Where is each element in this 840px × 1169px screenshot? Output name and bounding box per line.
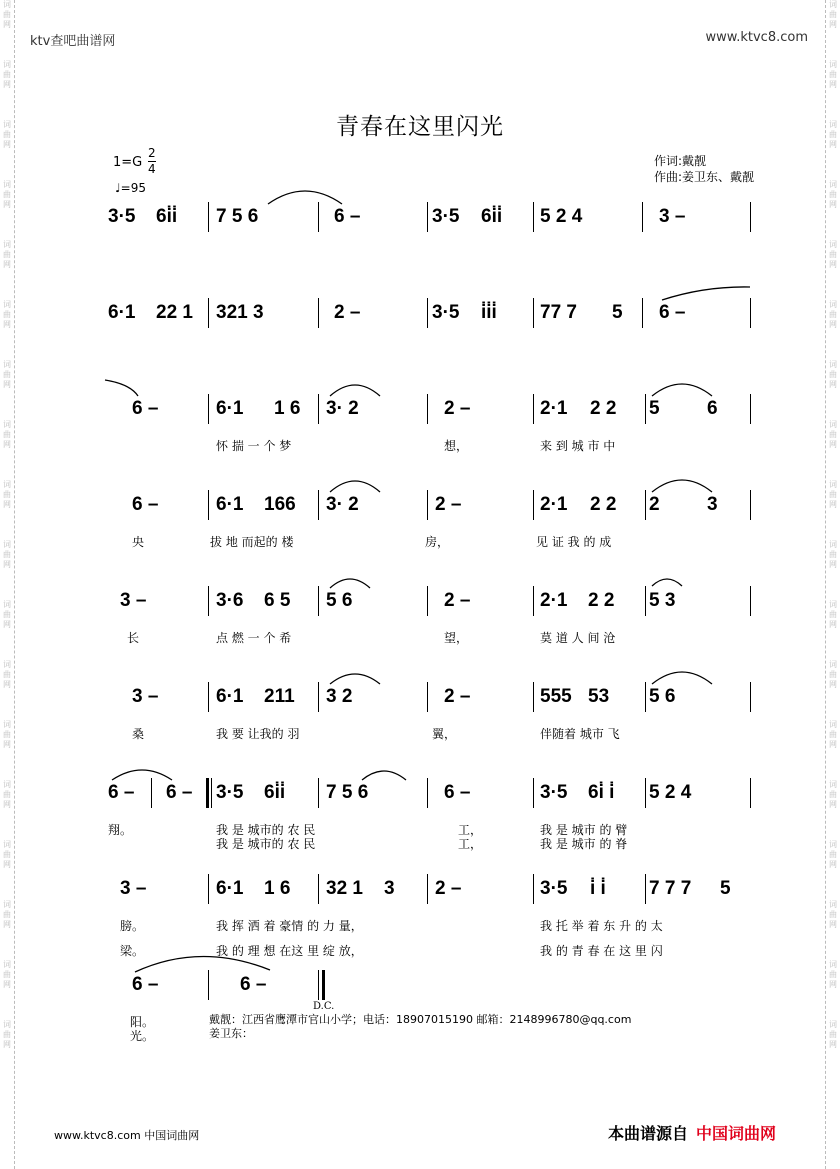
watermark-glyph: 词 [3, 1020, 11, 1029]
watermark-glyph: 曲 [3, 610, 11, 619]
note-group: 2 – [444, 590, 471, 611]
footer-site[interactable]: www.ktvc8.com 中国词曲网 [54, 1129, 200, 1142]
note-group: 2 2 [588, 590, 615, 611]
watermark-glyph: 词 [829, 480, 837, 489]
watermark-glyph: 曲 [829, 910, 837, 919]
watermark-glyph: 网 [829, 320, 837, 329]
lyric-line: 我 的 理 想 在这 里 绽 放， [216, 944, 363, 958]
watermark-glyph: 网 [3, 860, 11, 869]
watermark-glyph: 曲 [3, 730, 11, 739]
note-group: 6 – [132, 974, 159, 995]
watermark-glyph: 曲 [829, 130, 837, 139]
note-group: 6·1 [216, 878, 244, 899]
lyric-line: 来 到 城 市 中 [540, 439, 616, 453]
note-group: 5 [612, 302, 623, 323]
note-group: 6 [707, 398, 718, 419]
note-group: 22 1 [156, 302, 193, 323]
watermark-glyph: 网 [829, 620, 837, 629]
lyric-line: 工， [458, 837, 483, 851]
note-group: 6·1 [216, 398, 244, 419]
slur [652, 672, 712, 684]
slur [268, 191, 342, 204]
watermark-glyph: 曲 [3, 1030, 11, 1039]
watermark-glyph: 词 [3, 660, 11, 669]
tempo-marking: ♩=95 [115, 181, 146, 195]
note-group: 3·5 [540, 878, 568, 899]
footer-brand-link[interactable]: 中国词曲网 [696, 1124, 777, 1143]
watermark-glyph: 词 [3, 780, 11, 789]
footer-source [608, 1121, 776, 1144]
watermark-glyph: 词 [3, 60, 11, 69]
note-group: 5 [720, 878, 731, 899]
note-group: 1 6 [274, 398, 301, 419]
slur [362, 771, 406, 780]
watermark-glyph: 词 [829, 180, 837, 189]
watermark-glyph: 词 [3, 240, 11, 249]
note-group: 3 [384, 878, 395, 899]
contact-line: 姜卫东： [209, 1027, 253, 1040]
note-group: 5 [649, 398, 660, 419]
watermark-glyph: 词 [829, 360, 837, 369]
note-group: 1 6 [264, 878, 291, 899]
watermark-glyph: 曲 [829, 250, 837, 259]
lyric-line: 见 证 我 的 成 [536, 535, 612, 549]
watermark-glyph: 词 [829, 240, 837, 249]
note-group: 2 – [444, 686, 471, 707]
watermark-glyph: 网 [829, 140, 837, 149]
note-group: 2 [649, 494, 660, 515]
note-group: 6 – [444, 782, 471, 803]
watermark-glyph: 网 [3, 1040, 11, 1049]
lyric-line: 我 是 城市 的 脊 [540, 837, 628, 851]
watermark-glyph: 词 [829, 420, 837, 429]
note-group: 3 [707, 494, 718, 515]
slur [662, 287, 750, 300]
time-sig-bottom: 4 [148, 162, 156, 176]
note-group: 3·5 [432, 206, 460, 227]
watermark-glyph: 词 [3, 120, 11, 129]
watermark-glyph: 网 [829, 560, 837, 569]
watermark-glyph: 网 [3, 20, 11, 29]
watermark-glyph: 词 [829, 720, 837, 729]
lyric-line: 点 燃 一 个 希 [216, 631, 292, 645]
slur [330, 579, 370, 588]
watermark-glyph: 曲 [829, 550, 837, 559]
lyric-line: 长 [127, 631, 140, 645]
watermark-glyph: 词 [3, 960, 11, 969]
watermark-glyph: 网 [3, 500, 11, 509]
note-group: 6i̇i̇ [156, 206, 178, 227]
note-group: 2 2 [590, 398, 617, 419]
slur [652, 579, 682, 586]
note-group: 3 – [659, 206, 686, 227]
lyricist-credit: 作词:戴靓 [654, 154, 707, 168]
watermark-glyph: 网 [829, 1040, 837, 1049]
watermark-glyph: 网 [3, 800, 11, 809]
watermark-glyph: 词 [829, 660, 837, 669]
lyric-line: 我 的 青 春 在 这 里 闪 [540, 944, 663, 958]
watermark-glyph: 曲 [3, 370, 11, 379]
watermark-glyph: 词 [829, 840, 837, 849]
note-group: 6 – [334, 206, 361, 227]
watermark-glyph: 曲 [829, 190, 837, 199]
note-group: i̇ i̇ [590, 878, 606, 899]
watermark-glyph: 曲 [3, 550, 11, 559]
watermark-glyph: 网 [829, 980, 837, 989]
note-group: 6 – [132, 398, 159, 419]
watermark-glyph: 词 [829, 1020, 837, 1029]
slur [652, 480, 712, 492]
watermark-glyph: 词 [3, 840, 11, 849]
lyric-line: 伴随着 城市 飞 [540, 727, 620, 741]
watermark-glyph: 曲 [3, 190, 11, 199]
note-group: 6·1 [216, 494, 244, 515]
watermark-glyph: 网 [829, 200, 837, 209]
slur [330, 481, 380, 492]
watermark-glyph: 网 [829, 680, 837, 689]
watermark-glyph: 曲 [829, 70, 837, 79]
note-group: 6 – [108, 782, 135, 803]
watermark-glyph: 网 [829, 380, 837, 389]
lyric-line: 桑 [132, 727, 145, 741]
note-group: 2 – [435, 494, 462, 515]
watermark-glyph: 曲 [3, 310, 11, 319]
watermark-glyph: 网 [829, 440, 837, 449]
note-group: 6·1 [108, 302, 136, 323]
note-group: 6 – [659, 302, 686, 323]
watermark-glyph: 网 [3, 740, 11, 749]
lyric-line: 翔。 [108, 823, 133, 837]
lyric-line: 房， [425, 535, 450, 549]
watermark-glyph: 曲 [3, 130, 11, 139]
watermark-glyph: 曲 [3, 850, 11, 859]
key-signature: 1=G [113, 155, 143, 170]
watermark-glyph: 网 [3, 920, 11, 929]
watermark-glyph: 网 [3, 440, 11, 449]
watermark-glyph: 曲 [3, 910, 11, 919]
watermark-glyph: 词 [3, 420, 11, 429]
watermark-glyph: 曲 [829, 970, 837, 979]
note-group: 5 2 4 [540, 206, 583, 227]
watermark-glyph: 曲 [3, 490, 11, 499]
watermark-glyph: 网 [3, 620, 11, 629]
note-group: 3·5 [108, 206, 136, 227]
lyric-line: 我 是 城市的 农 民 [216, 837, 316, 851]
watermark-glyph: 曲 [829, 790, 837, 799]
watermark-glyph: 词 [829, 900, 837, 909]
note-group: 32 1 [326, 878, 363, 899]
note-group: 3·6 [216, 590, 244, 611]
lyric-line: 梁。 [120, 944, 145, 958]
watermark-glyph: 曲 [829, 670, 837, 679]
watermark-glyph: 网 [829, 740, 837, 749]
watermark-glyph: 曲 [829, 430, 837, 439]
header-site-url[interactable]: www.ktvc8.com [705, 30, 808, 45]
watermark-glyph: 词 [3, 180, 11, 189]
watermark-glyph: 词 [3, 600, 11, 609]
watermark-glyph: 曲 [3, 250, 11, 259]
watermark-glyph: 网 [3, 260, 11, 269]
watermark-glyph: 曲 [829, 850, 837, 859]
watermark-glyph: 曲 [3, 790, 11, 799]
lyric-line: 翼， [432, 727, 457, 741]
watermark-glyph: 网 [3, 140, 11, 149]
note-group: 2 – [435, 878, 462, 899]
watermark-glyph: 词 [3, 300, 11, 309]
note-group: 555 [540, 686, 572, 707]
slur [330, 674, 380, 684]
note-group: 77 7 [540, 302, 577, 323]
lyric-line: 我 挥 洒 着 豪情 的 力 量， [216, 919, 363, 933]
lyric-line: 我 要 让我的 羽 [216, 727, 300, 741]
watermark-glyph: 网 [829, 860, 837, 869]
watermark-glyph: 词 [3, 480, 11, 489]
watermark-glyph: 网 [3, 680, 11, 689]
watermark-glyph: 网 [829, 500, 837, 509]
note-group: 6·1 [216, 686, 244, 707]
footer-source-label: 本曲谱源自 [608, 1124, 689, 1143]
note-group: 5 3 [649, 590, 676, 611]
watermark-glyph: 曲 [829, 610, 837, 619]
contact-line: 戴靓：江西省鹰潭市官山小学；电话：18907015190 邮箱：2148996780@qq.com [209, 1013, 632, 1026]
note-group: 6i̇i̇ [481, 206, 503, 227]
watermark-glyph: 词 [829, 0, 837, 9]
watermark-glyph: 网 [3, 980, 11, 989]
watermark-glyph: 曲 [829, 490, 837, 499]
watermark-glyph: 词 [829, 780, 837, 789]
note-group: 2·1 [540, 590, 568, 611]
watermark-glyph: 词 [829, 600, 837, 609]
note-group: 3 – [120, 590, 147, 611]
note-group: 2·1 [540, 494, 568, 515]
watermark-glyph: 曲 [3, 670, 11, 679]
watermark-glyph: 词 [3, 0, 11, 9]
watermark-glyph: 网 [829, 80, 837, 89]
watermark-glyph: 词 [829, 120, 837, 129]
note-group: 166 [264, 494, 296, 515]
note-group: 2 – [334, 302, 361, 323]
watermark-glyph: 词 [829, 300, 837, 309]
watermark-glyph: 曲 [829, 370, 837, 379]
note-group: 6i̇ i̇ [588, 782, 615, 803]
note-group: 3 2 [326, 686, 353, 707]
lyric-line: 拔 地 而起的 楼 [210, 535, 294, 549]
note-group: 2 – [444, 398, 471, 419]
da-capo-mark: D.C. [313, 1001, 335, 1012]
note-group: 2 2 [590, 494, 617, 515]
watermark-glyph: 词 [3, 720, 11, 729]
slur [105, 380, 138, 396]
watermark-glyph: 曲 [829, 310, 837, 319]
watermark-glyph: 词 [3, 900, 11, 909]
note-group: 211 [264, 686, 295, 707]
note-group: 3·5 [432, 302, 460, 323]
watermark-glyph: 曲 [3, 70, 11, 79]
watermark-glyph: 网 [3, 320, 11, 329]
header-site-name[interactable]: ktv查吧曲谱网 [30, 34, 116, 49]
watermark-glyph: 网 [3, 200, 11, 209]
watermark-glyph: 词 [3, 360, 11, 369]
watermark-glyph: 词 [3, 540, 11, 549]
slur [112, 770, 172, 780]
note-group: 3·5 [216, 782, 244, 803]
watermark-glyph: 词 [829, 960, 837, 969]
watermark-glyph: 词 [829, 60, 837, 69]
lyric-line: 我 是 城市的 农 民 [216, 823, 316, 837]
watermark-glyph: 网 [829, 920, 837, 929]
watermark-glyph: 网 [3, 560, 11, 569]
note-group: 6 – [166, 782, 193, 803]
note-group: i̇i̇i̇ [481, 302, 497, 323]
watermark-glyph: 网 [829, 260, 837, 269]
slur [330, 385, 380, 396]
note-group: 321 3 [216, 302, 264, 323]
lyric-line: 光。 [130, 1029, 155, 1043]
lyric-line: 央 [132, 535, 145, 549]
watermark-glyph: 词 [829, 540, 837, 549]
lyric-line: 膀。 [120, 919, 145, 933]
watermark-glyph: 网 [3, 380, 11, 389]
song-title: 青春在这里闪光 [336, 114, 504, 140]
watermark-glyph: 曲 [829, 10, 837, 19]
note-group: 3 – [120, 878, 147, 899]
note-group: 6 – [132, 494, 159, 515]
lyric-line: 阳。 [130, 1015, 155, 1029]
watermark-glyph: 网 [829, 800, 837, 809]
slur [135, 956, 270, 972]
note-group: 2·1 [540, 398, 568, 419]
note-group: 6 – [240, 974, 267, 995]
watermark-glyph: 曲 [3, 430, 11, 439]
composer-credit: 作曲:姜卫东、戴靓 [654, 170, 755, 184]
note-group: 7 5 6 [216, 206, 259, 227]
note-group: 5 2 4 [649, 782, 692, 803]
watermark-glyph: 网 [3, 80, 11, 89]
note-group: 5 6 [326, 590, 353, 611]
lyric-line: 工， [458, 823, 483, 837]
lyric-line: 想， [444, 439, 469, 453]
lyric-line: 我 是 城市 的 臂 [540, 823, 628, 837]
note-group: 7 5 6 [326, 782, 369, 803]
lyric-line: 望， [444, 631, 469, 645]
note-group: 3· 2 [326, 494, 359, 515]
lyric-line: 我 托 举 着 东 升 的 太 [540, 919, 663, 933]
note-group: 5 6 [649, 686, 676, 707]
watermark-glyph: 曲 [3, 10, 11, 19]
slur [652, 384, 712, 396]
note-group: 53 [588, 686, 610, 707]
watermark-glyph: 曲 [829, 730, 837, 739]
watermark-glyph: 曲 [829, 1030, 837, 1039]
lyric-line: 怀 揣 一 个 梦 [216, 439, 292, 453]
note-group: 6i̇i̇ [264, 782, 286, 803]
time-sig-top: 2 [148, 146, 156, 160]
note-group: 3·5 [540, 782, 568, 803]
note-group: 7 7 7 [649, 878, 692, 899]
note-group: 3 – [132, 686, 159, 707]
note-group: 6 5 [264, 590, 291, 611]
lyric-line: 莫 道 人 间 沧 [540, 631, 616, 645]
watermark-glyph: 曲 [3, 970, 11, 979]
note-group: 3· 2 [326, 398, 359, 419]
watermark-glyph: 网 [829, 20, 837, 29]
